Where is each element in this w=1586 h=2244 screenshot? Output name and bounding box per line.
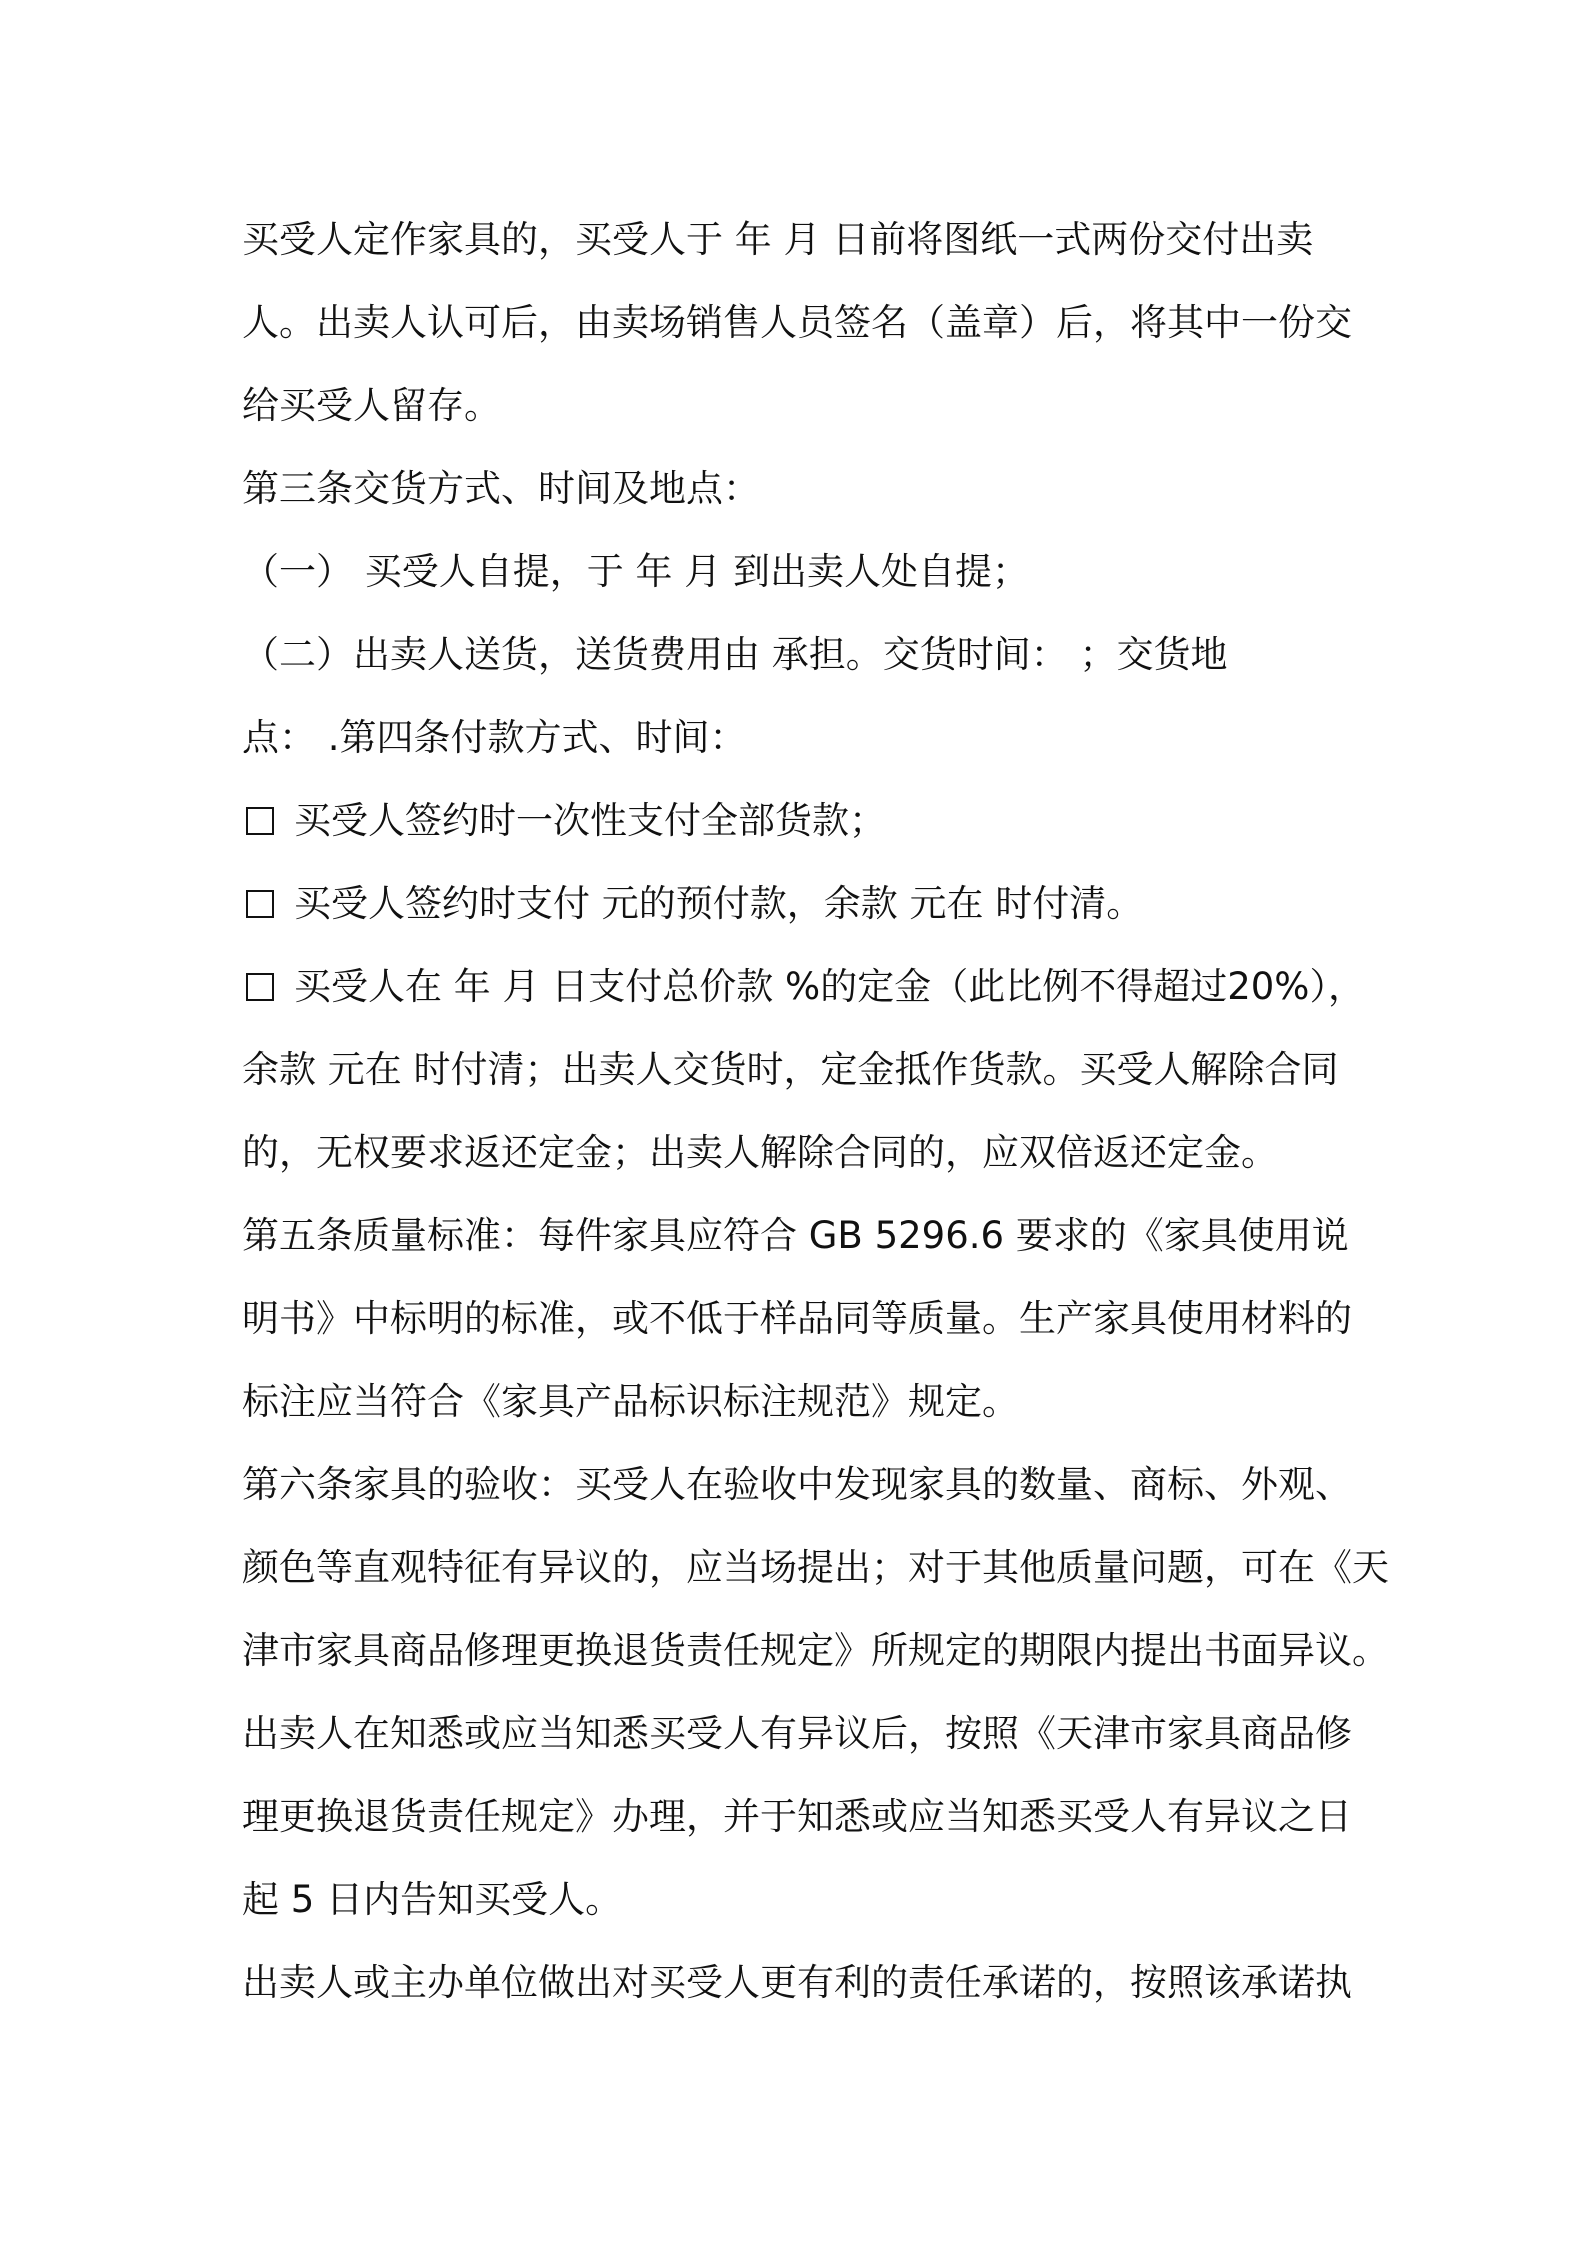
document-body xyxy=(242,198,1389,2024)
text-line: 出卖人在知悉或应当知悉买受人有异议后，按照《天津市家具商品修 xyxy=(242,1712,1352,1755)
article-3-heading: 第三条交货方式、时间及地点： xyxy=(242,467,760,510)
text-line: 给买受人留存。 xyxy=(242,384,501,427)
checkbox-icon xyxy=(246,890,274,918)
checkbox-icon xyxy=(246,807,274,835)
text-line: 余款 元在 时付清；出卖人交货时，定金抵作货款。买受人解除合同 xyxy=(242,1048,1339,1091)
payment-option-deposit xyxy=(242,945,1365,1028)
text-line: 明书》中标明的标准，或不低于样品同等质量。生产家具使用材料的 xyxy=(242,1297,1352,1340)
text-line: 人。出卖人认可后，由卖场销售人员签名（盖章）后，将其中一份交 xyxy=(242,301,1352,344)
text-line: 标注应当符合《家具产品标识标注规范》规定。 xyxy=(242,1380,1019,1423)
text-line: 起 5 日内告知买受人。 xyxy=(242,1878,623,1921)
text-line: 出卖人或主办单位做出对买受人更有利的责任承诺的，按照该承诺执 xyxy=(242,1961,1352,2004)
text-line: 买受人定作家具的，买受人于 年 月 日前将图纸一式两份交付出卖 xyxy=(242,218,1314,261)
text-line: （二）出卖人送货，送货费用由 承担。交货时间： ；交货地 xyxy=(242,633,1228,676)
text-line: 的，无权要求返还定金；出卖人解除合同的，应双倍返还定金。 xyxy=(242,1131,1278,1174)
text-line: 点： .第四条付款方式、时间： xyxy=(242,716,747,759)
payment-option-full xyxy=(242,779,1362,862)
payment-option-label: 买受人签约时支付 元的预付款，余款 元在 时付清。 xyxy=(294,882,1144,925)
article-6-heading: 第六条家具的验收：买受人在验收中发现家具的数量、商标、外观、 xyxy=(242,1463,1352,1506)
payment-option-label: 买受人签约时一次性支付全部货款； xyxy=(294,799,886,842)
payment-option-label: 买受人在 年 月 日支付总价款 %的定金（此比例不得超过20%）， xyxy=(294,965,1365,1008)
article-5-heading: 第五条质量标准：每件家具应符合 GB 5296.6 要求的《家具使用说 xyxy=(242,1214,1349,1257)
text-line: 颜色等直观特征有异议的，应当场提出；对于其他质量问题，可在《天 xyxy=(242,1546,1389,1589)
payment-option-prepay xyxy=(242,862,1362,945)
text-line: 理更换退货责任规定》办理，并于知悉或应当知悉买受人有异议之日 xyxy=(242,1795,1352,1838)
text-line: （一） 买受人自提，于 年 月 到出卖人处自提； xyxy=(242,550,1030,593)
text-line: 津市家具商品修理更换退货责任规定》所规定的期限内提出书面异议。 xyxy=(242,1629,1389,1672)
checkbox-icon xyxy=(246,973,274,1001)
